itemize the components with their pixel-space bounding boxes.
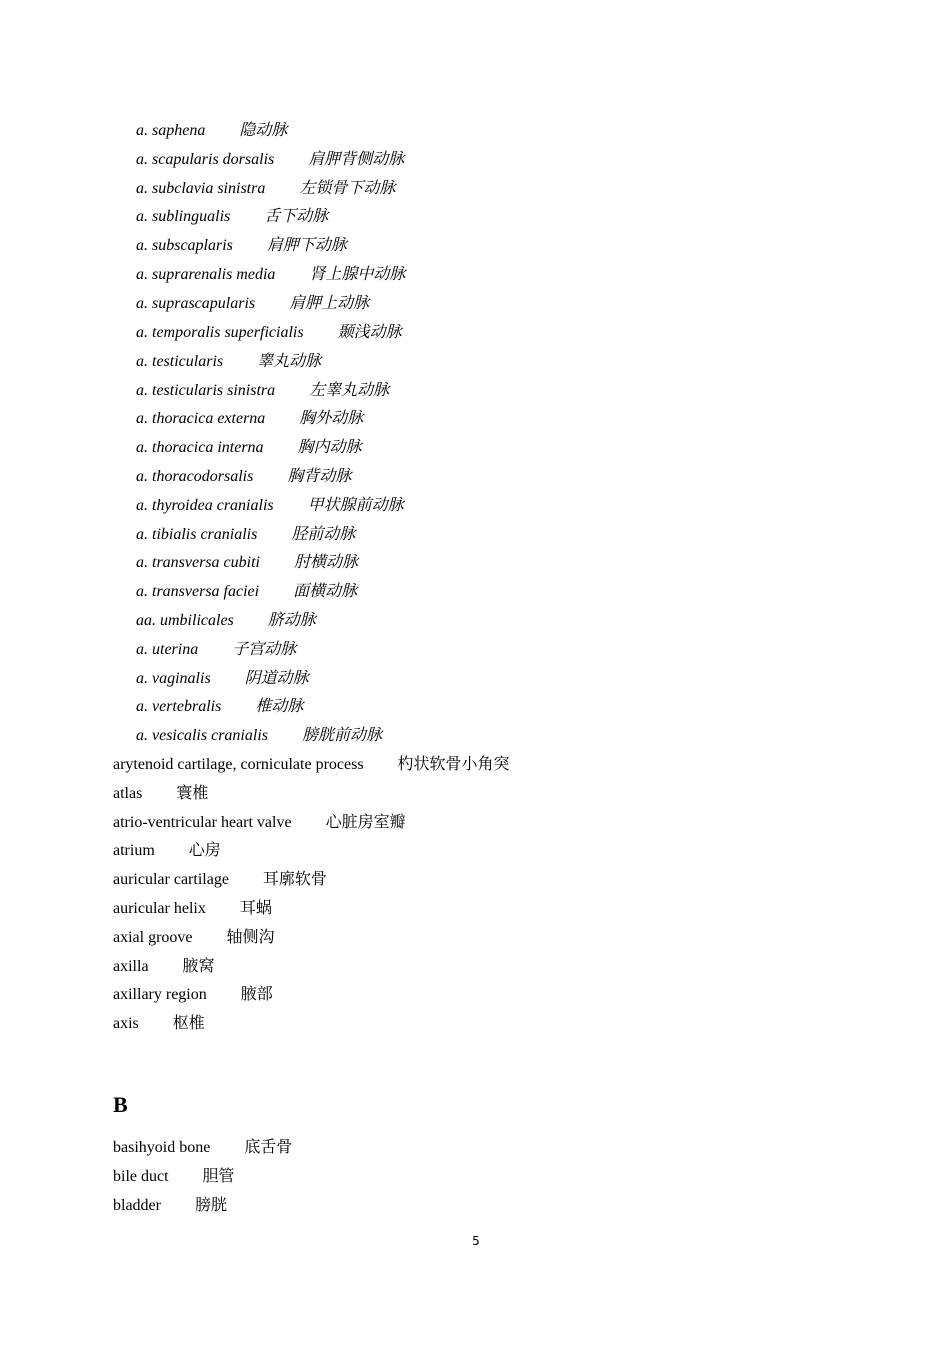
chinese-term: 舌下动脉: [264, 208, 329, 225]
chinese-term: 肾上腺中动脉: [309, 266, 406, 283]
glossary-entry: [113, 894, 272, 923]
latin-term: a. transversa cubiti: [136, 554, 260, 571]
latin-term: a. testicularis sinistra: [136, 382, 276, 399]
latin-term: a. thoracodorsalis: [136, 468, 254, 485]
artery-entry: [136, 606, 316, 635]
english-term: auricular helix: [113, 900, 206, 917]
chinese-term: 颞浅动脉: [337, 324, 402, 341]
latin-term: a. transversa faciei: [136, 583, 260, 600]
latin-term: a. vertebralis: [136, 698, 222, 715]
latin-term: a. subscaplaris: [136, 237, 233, 254]
latin-term: a. suprarenalis media: [136, 266, 276, 283]
chinese-term: 膀胱前动脉: [301, 727, 382, 744]
latin-term: a. vesicalis cranialis: [136, 727, 268, 744]
chinese-term: 肘横动脉: [294, 554, 359, 571]
page-number: 5: [472, 1234, 480, 1248]
artery-entry: [136, 577, 357, 606]
artery-entry: [136, 202, 328, 231]
artery-entry: [136, 289, 369, 318]
artery-entry: [136, 548, 358, 577]
latin-term: a. thoracica interna: [136, 439, 264, 456]
english-term: atrium: [113, 842, 155, 859]
glossary-entry: [113, 1191, 227, 1220]
glossary-entry: [113, 1009, 205, 1038]
glossary-entry: [113, 779, 208, 808]
chinese-term: 耳廓软骨: [262, 871, 327, 888]
english-term: auricular cartilage: [113, 871, 229, 888]
glossary-entry: [113, 808, 406, 837]
english-term: axial groove: [113, 929, 193, 946]
english-term: bladder: [113, 1197, 161, 1214]
artery-entry: [136, 347, 321, 376]
glossary-entry: [113, 750, 510, 779]
chinese-term: 寰椎: [176, 785, 209, 802]
artery-entry: [136, 376, 389, 405]
chinese-term: 肩胛上动脉: [289, 295, 370, 312]
artery-entry: [136, 260, 405, 289]
chinese-term: 肩胛背侧动脉: [308, 151, 405, 168]
chinese-term: 杓状软骨小角突: [397, 756, 510, 773]
chinese-term: 胫前动脉: [291, 526, 356, 543]
latin-term: a. vaginalis: [136, 670, 211, 687]
artery-entry: [136, 404, 363, 433]
chinese-term: 睾丸动脉: [257, 353, 322, 370]
chinese-term: 腋部: [240, 986, 273, 1003]
glossary-entry: [113, 980, 273, 1009]
english-term: atlas: [113, 785, 143, 802]
artery-entry: [136, 491, 404, 520]
chinese-term: 膀胱: [194, 1197, 227, 1214]
artery-entry: [136, 664, 309, 693]
chinese-term: 胸背动脉: [287, 468, 352, 485]
chinese-term: 胆管: [202, 1168, 235, 1185]
english-term: arytenoid cartilage, corniculate process: [113, 756, 364, 773]
latin-term: a. subclavia sinistra: [136, 180, 266, 197]
latin-term: a. tibialis cranialis: [136, 526, 258, 543]
english-term: atrio-ventricular heart valve: [113, 814, 292, 831]
chinese-term: 阴道动脉: [244, 670, 309, 687]
glossary-entry: [113, 1133, 292, 1162]
english-term: axillary region: [113, 986, 207, 1003]
latin-term: a. sublingualis: [136, 208, 231, 225]
artery-entry: [136, 721, 382, 750]
glossary-entry: [113, 1162, 235, 1191]
section-heading-b: B: [113, 1092, 128, 1117]
latin-term: a. thyroidea cranialis: [136, 497, 274, 514]
english-term: basihyoid bone: [113, 1139, 211, 1156]
latin-term: aa. umbilicales: [136, 612, 234, 629]
artery-entry: [136, 635, 296, 664]
glossary-entry: [113, 952, 215, 981]
latin-term: a. thoracica externa: [136, 410, 266, 427]
artery-entry: [136, 692, 303, 721]
chinese-term: 左锁骨下动脉: [299, 180, 396, 197]
chinese-term: 底舌骨: [244, 1139, 293, 1156]
artery-entry: [136, 231, 347, 260]
chinese-term: 轴侧沟: [226, 929, 275, 946]
glossary-entry: [113, 865, 327, 894]
chinese-term: 面横动脉: [293, 583, 358, 600]
artery-entry: [136, 174, 395, 203]
latin-term: a. saphena: [136, 122, 206, 139]
chinese-term: 隐动脉: [239, 122, 288, 139]
chinese-term: 耳蜗: [239, 900, 272, 917]
artery-entry: [136, 520, 355, 549]
english-term: bile duct: [113, 1168, 169, 1185]
chinese-term: 子宫动脉: [232, 641, 297, 658]
artery-entry: [136, 145, 404, 174]
artery-entry: [136, 433, 362, 462]
chinese-term: 胸外动脉: [299, 410, 364, 427]
english-term: axis: [113, 1015, 139, 1032]
artery-entry: [136, 462, 351, 491]
chinese-term: 脐动脉: [267, 612, 316, 629]
latin-term: a. testicularis: [136, 353, 224, 370]
chinese-term: 心房: [188, 842, 221, 859]
chinese-term: 枢椎: [172, 1015, 205, 1032]
english-term: axilla: [113, 958, 149, 975]
chinese-term: 胸内动脉: [297, 439, 362, 456]
latin-term: a. uterina: [136, 641, 199, 658]
artery-entry: [136, 116, 287, 145]
chinese-term: 腋窝: [182, 958, 215, 975]
glossary-entry: [113, 836, 221, 865]
latin-term: a. scapularis dorsalis: [136, 151, 275, 168]
glossary-entry: [113, 923, 275, 952]
latin-term: a. suprascapularis: [136, 295, 256, 312]
artery-entry: [136, 318, 402, 347]
chinese-term: 心脏房室瓣: [325, 814, 406, 831]
chinese-term: 甲状腺前动脉: [307, 497, 404, 514]
chinese-term: 肩胛下动脉: [266, 237, 347, 254]
chinese-term: 椎动脉: [255, 698, 304, 715]
chinese-term: 左睾丸动脉: [309, 382, 390, 399]
latin-term: a. temporalis superficialis: [136, 324, 304, 341]
